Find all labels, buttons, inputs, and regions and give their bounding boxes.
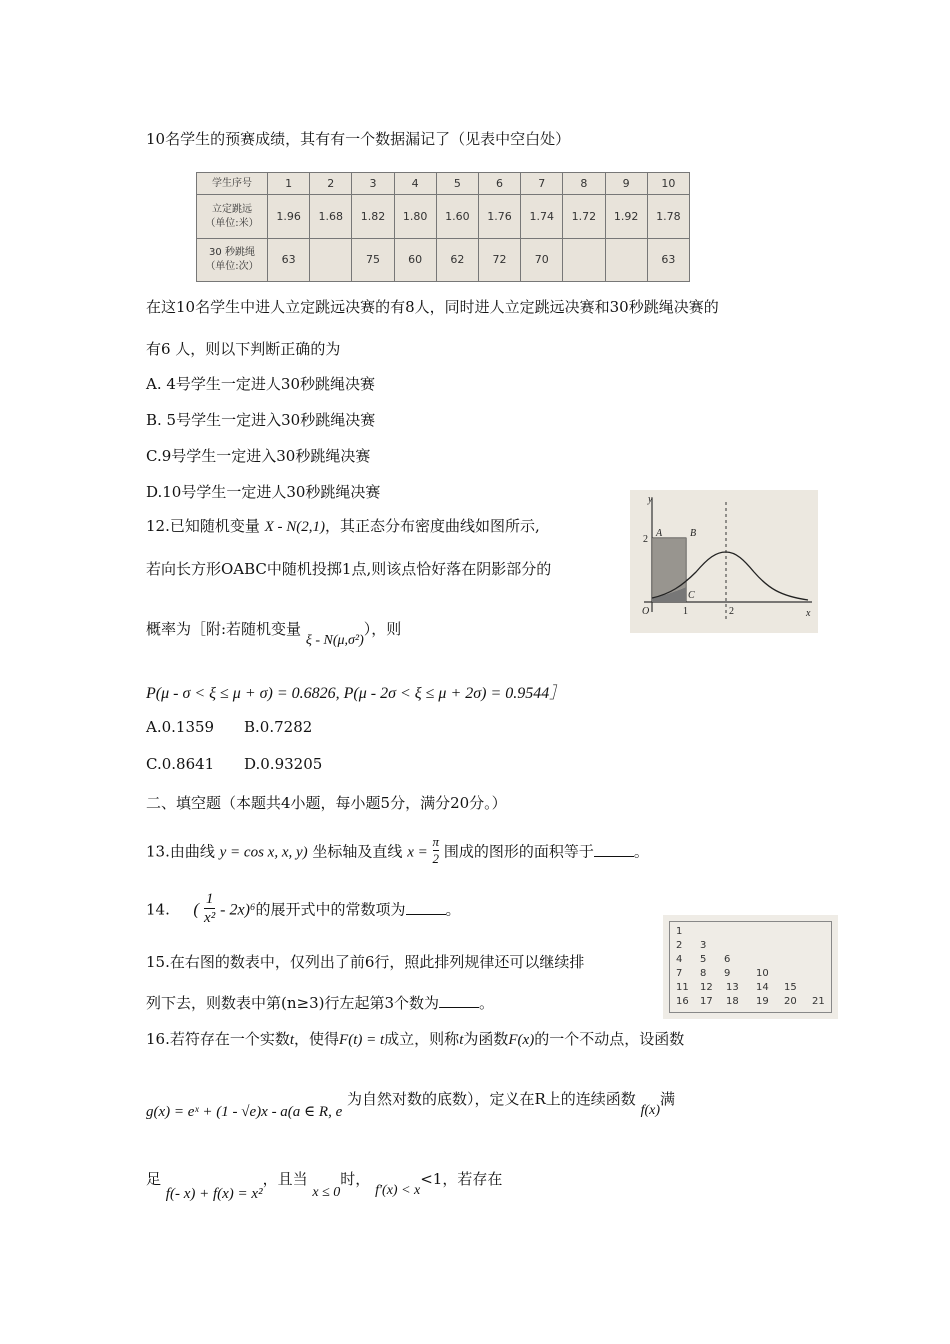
row-label-line: （单位:次） bbox=[205, 260, 259, 272]
q16-math: f(x) bbox=[640, 1103, 661, 1118]
triangle-number: 19 bbox=[756, 996, 769, 1007]
q11-option-b: B. 5号学生一定进入30秒跳绳决赛 bbox=[146, 411, 376, 429]
triangle-number: 1 bbox=[676, 926, 683, 937]
q13-text: 坐标轴及直线 bbox=[312, 842, 403, 861]
answer-blank bbox=[594, 842, 634, 857]
number-triangle-figure bbox=[663, 915, 838, 1019]
q13-text: 13.由曲线 bbox=[146, 842, 215, 861]
table-cell bbox=[310, 238, 352, 281]
table-cell: 1.80 bbox=[394, 195, 436, 238]
table-cell: 1.96 bbox=[268, 195, 310, 238]
section-2-heading: 二、填空题（本题共4小题，每小题5分，满分20分。） bbox=[146, 794, 507, 812]
normal-curve-svg bbox=[630, 490, 818, 633]
table-row bbox=[197, 195, 690, 238]
table-cell: 1.72 bbox=[563, 195, 605, 238]
q16-line2 bbox=[146, 1088, 676, 1120]
q16-text: 满 bbox=[660, 1090, 676, 1108]
answer-blank bbox=[406, 900, 446, 915]
q15-text: 。 bbox=[479, 994, 495, 1012]
q12-math: ξ - N(μ,σ²) bbox=[305, 633, 364, 648]
triangle-number: 2 bbox=[676, 940, 683, 951]
q16-text: 成立，则称 bbox=[384, 1030, 460, 1048]
q16-math: f′(x) < x bbox=[375, 1183, 421, 1198]
answer-blank bbox=[439, 993, 479, 1008]
point-a-label: A bbox=[656, 528, 663, 539]
q16-text: ，使得 bbox=[294, 1030, 340, 1048]
q14-text: 。 bbox=[445, 900, 461, 919]
q12-text: 12.已知随机变量 bbox=[146, 517, 260, 535]
q12-option-b: B.0.7282 bbox=[244, 718, 313, 736]
fraction-denominator: 2 bbox=[432, 851, 440, 866]
q11-line1: 在这10名学生中进人立定跳远决赛的有8人，同时进人立定跳远决赛和30秒跳绳决赛的 bbox=[146, 298, 719, 316]
q16-math: F(x) bbox=[508, 1032, 535, 1048]
q13-line bbox=[146, 836, 649, 869]
q16-text: 为自然对数的底数），定义在R上的连续函数 bbox=[347, 1090, 636, 1108]
q12-formula: P(μ - σ < ξ ≤ μ + σ) = 0.6826, P(μ - 2σ < ξ ≤ μ + 2σ) = 0.9544］ bbox=[146, 685, 566, 702]
q16-text: 时， bbox=[340, 1170, 371, 1188]
fraction-numerator: 1 bbox=[205, 891, 214, 907]
point-b-label: B bbox=[690, 528, 697, 539]
q12-text: 概率为［附:若随机变量 bbox=[146, 620, 302, 638]
triangle-number: 18 bbox=[726, 996, 739, 1007]
q16-text: 的一个不动点，设函数 bbox=[534, 1030, 685, 1048]
q16-text: 足 bbox=[146, 1170, 162, 1188]
q12-math: X - N(2,1) bbox=[264, 519, 326, 535]
triangle-number: 12 bbox=[700, 982, 713, 993]
table-row-label bbox=[197, 195, 268, 238]
table-cell: 75 bbox=[352, 238, 394, 281]
q16-math: x ≤ 0 bbox=[312, 1185, 341, 1200]
table-cell: 8 bbox=[563, 173, 605, 195]
table-cell: 1.92 bbox=[605, 195, 647, 238]
q15-line1: 15.在右图的数表中，仅列出了前6行，照此排列规律还可以继续排 bbox=[146, 953, 585, 971]
table-cell: 7 bbox=[521, 173, 563, 195]
q12-text: ），则 bbox=[363, 620, 402, 638]
triangle-number: 17 bbox=[700, 996, 713, 1007]
x-axis-label: x bbox=[806, 608, 811, 619]
q16-math: f(- x) + f(x) = x² bbox=[165, 1186, 263, 1202]
table-cell: 1.60 bbox=[436, 195, 478, 238]
triangle-number: 16 bbox=[676, 996, 689, 1007]
y-axis-label: y bbox=[648, 494, 653, 505]
table-cell: 1.74 bbox=[521, 195, 563, 238]
table-header-label: 学生序号 bbox=[197, 173, 268, 195]
row-label-line: 立定跳远 bbox=[212, 203, 252, 215]
normal-curve-figure bbox=[630, 490, 818, 633]
q12-option-a: A.0.1359 bbox=[146, 718, 215, 736]
table-cell: 10 bbox=[647, 173, 689, 195]
q16-text: 为函数 bbox=[463, 1030, 509, 1048]
q14-line bbox=[146, 892, 461, 929]
table-cell: 6 bbox=[478, 173, 520, 195]
q16-math: t bbox=[289, 1032, 295, 1048]
table-cell: 72 bbox=[478, 238, 520, 281]
table-cell bbox=[563, 238, 605, 281]
row-label-line: 30 秒跳绳 bbox=[209, 246, 255, 258]
triangle-number: 4 bbox=[676, 954, 683, 965]
q11-option-d: D.10号学生一定进人30秒跳绳决赛 bbox=[146, 483, 381, 501]
table-cell: 3 bbox=[352, 173, 394, 195]
table-cell bbox=[605, 238, 647, 281]
q12-option-d: D.0.93205 bbox=[244, 755, 323, 773]
y-tick-2-label: 2 bbox=[643, 534, 648, 545]
q16-text: 16.若符存在一个实数 bbox=[146, 1030, 290, 1048]
intro-text: 10名学生的预赛成绩，其有有一个数据漏记了（见表中空白处） bbox=[146, 130, 571, 148]
q11-option-a: A. 4号学生一定进人30秒跳绳决赛 bbox=[146, 375, 376, 393]
table-cell: 1.68 bbox=[310, 195, 352, 238]
triangle-number: 5 bbox=[700, 954, 707, 965]
q16-line1 bbox=[146, 1028, 684, 1049]
tick-2-label: 2 bbox=[729, 606, 734, 617]
table-cell: 63 bbox=[268, 238, 310, 281]
q16-math: t bbox=[459, 1032, 464, 1048]
triangle-number: 13 bbox=[726, 982, 739, 993]
q15-text: 列下去，则数表中第(n≥3)行左起第3个数为 bbox=[146, 994, 440, 1012]
q13-math: y = cos x, x, y) bbox=[219, 844, 308, 861]
triangle-number: 9 bbox=[724, 968, 731, 979]
q16-text: ，且当 bbox=[262, 1170, 308, 1188]
table-cell: 2 bbox=[310, 173, 352, 195]
row-label-line: （单位:米） bbox=[205, 217, 259, 229]
triangle-number: 6 bbox=[724, 954, 731, 965]
q15-line2 bbox=[146, 992, 494, 1013]
q16-math: F(t) = t bbox=[339, 1032, 385, 1048]
triangle-number: 20 bbox=[784, 996, 797, 1007]
table-cell: 1 bbox=[268, 173, 310, 195]
table-cell: 63 bbox=[647, 238, 689, 281]
tick-1-label: 1 bbox=[683, 606, 688, 617]
q13-text: 围成的图形的面积等于 bbox=[443, 842, 594, 861]
q14-fraction bbox=[204, 890, 216, 927]
q12-line1 bbox=[146, 515, 540, 536]
table-row bbox=[197, 173, 690, 195]
table-cell: 60 bbox=[394, 238, 436, 281]
table-cell: 1.78 bbox=[647, 195, 689, 238]
triangle-number: 11 bbox=[676, 982, 689, 993]
q13-text: 。 bbox=[633, 842, 649, 861]
table-cell: 1.82 bbox=[352, 195, 394, 238]
table-cell: 70 bbox=[521, 238, 563, 281]
table-row bbox=[197, 238, 690, 281]
point-c-label: C bbox=[688, 590, 695, 601]
q11-line2: 有6 人，则以下判断正确的为 bbox=[146, 340, 341, 358]
table-cell: 62 bbox=[436, 238, 478, 281]
origin-label: O bbox=[642, 606, 650, 617]
q16-math: g(x) = eˣ + (1 - √e)x - a(a ∈ R, e bbox=[146, 1104, 343, 1120]
triangle-number: 15 bbox=[784, 982, 797, 993]
score-table bbox=[196, 172, 690, 282]
q13-math: x = bbox=[407, 844, 428, 861]
q16-line3 bbox=[146, 1168, 503, 1202]
triangle-number: 10 bbox=[756, 968, 769, 979]
q14-math: ( bbox=[193, 899, 200, 919]
table-cell: 4 bbox=[394, 173, 436, 195]
triangle-number: 7 bbox=[676, 968, 683, 979]
triangle-number: 3 bbox=[700, 940, 707, 951]
q12-text: ，其正态分布密度曲线如图所示, bbox=[325, 517, 540, 535]
q12-line2: 若向长方形OABC中随机投掷1点,则该点恰好落在阴影部分的 bbox=[146, 560, 552, 578]
shaded-region-upper bbox=[652, 538, 686, 598]
triangle-number: 8 bbox=[700, 968, 707, 979]
q16-text: <1，若存在 bbox=[420, 1170, 503, 1188]
q14-number: 14. bbox=[146, 900, 170, 919]
number-triangle-frame bbox=[669, 921, 832, 1013]
table-cell: 9 bbox=[605, 173, 647, 195]
table-cell: 1.76 bbox=[478, 195, 520, 238]
table-cell: 5 bbox=[436, 173, 478, 195]
q12-line3 bbox=[146, 618, 402, 648]
q12-option-c: C.0.8641 bbox=[146, 755, 215, 773]
fraction-denominator: x² bbox=[204, 910, 216, 926]
q13-fraction bbox=[433, 834, 440, 867]
fraction-numerator: π bbox=[432, 834, 440, 849]
q14-math: - 2x)⁶ bbox=[220, 901, 256, 919]
q14-text: 的展开式中的常数项为 bbox=[255, 900, 406, 919]
score-table-image bbox=[196, 172, 690, 282]
q11-option-c: C.9号学生一定进入30秒跳绳决赛 bbox=[146, 447, 371, 465]
triangle-number: 21 bbox=[812, 996, 825, 1007]
triangle-number: 14 bbox=[756, 982, 769, 993]
table-row-label bbox=[197, 238, 268, 281]
